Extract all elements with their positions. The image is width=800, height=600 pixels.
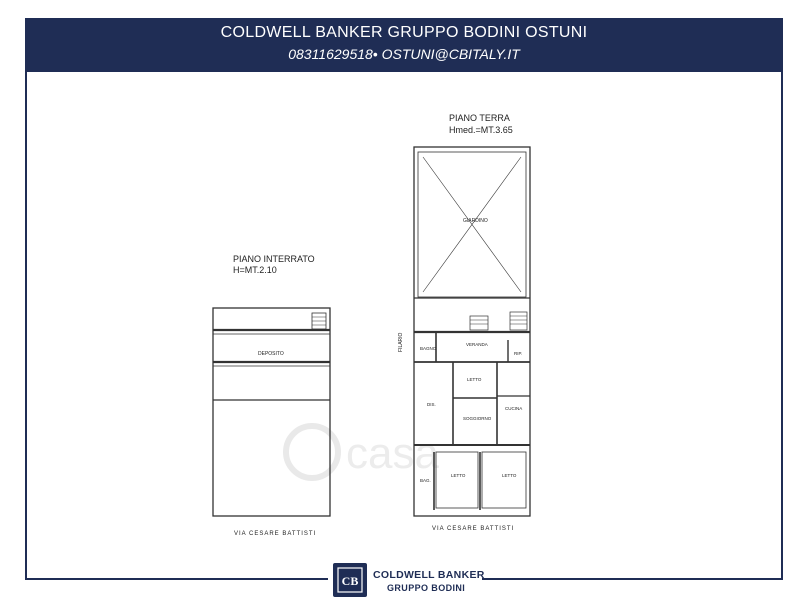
agency-contact: 08311629518• OSTUNI@CBITALY.IT xyxy=(288,46,520,62)
room-letto-right: LETTO xyxy=(502,473,517,478)
brand-logo-text: CB xyxy=(341,574,359,588)
ground-name: PIANO TERRA xyxy=(449,113,510,123)
brand-logo xyxy=(333,563,367,597)
room-cucina: CUCINA xyxy=(505,406,523,411)
room-soggiorno: SOGGIORNO xyxy=(463,416,492,421)
brand-line1: COLDWELL BANKER xyxy=(373,569,485,581)
bedroom-left-inner xyxy=(436,452,478,508)
basement-height: H=MT.2.10 xyxy=(233,265,277,275)
entrance-steps xyxy=(470,316,488,330)
agency-title: COLDWELL BANKER GRUPPO BODINI OSTUNI xyxy=(220,24,588,41)
room-dis: DIS. xyxy=(427,402,436,407)
basement-outline xyxy=(213,308,330,516)
watermark-text: casa xyxy=(346,429,439,478)
basement-plan xyxy=(213,254,330,537)
ground-stairs xyxy=(510,312,527,330)
watermark xyxy=(286,426,439,478)
ground-height: Hmed.=MT.3.65 xyxy=(449,125,513,135)
side-label: FILARIO xyxy=(398,332,404,352)
brand-line2: GRUPPO BODINI xyxy=(387,583,466,593)
room-letto-small: LETTO xyxy=(467,377,482,382)
garden-label: GIARDINO xyxy=(463,218,488,224)
room-letto-left: LETTO xyxy=(451,473,466,478)
ground-street: VIA CESARE BATTISTI xyxy=(432,526,515,532)
basement-room-deposito: DEPOSITO xyxy=(258,351,284,357)
bedroom-right-inner xyxy=(482,452,526,508)
room-bagno: BAGNO xyxy=(420,346,437,351)
room-rip: RIP. xyxy=(514,351,523,356)
footer-brand xyxy=(373,569,485,593)
room-bag: BAG. xyxy=(420,478,431,483)
brand-logo-icon xyxy=(337,567,363,593)
basement-street: VIA CESARE BATTISTI xyxy=(234,531,317,537)
room-veranda: VERANDA xyxy=(466,342,488,347)
basement-name: PIANO INTERRATO xyxy=(233,254,315,264)
